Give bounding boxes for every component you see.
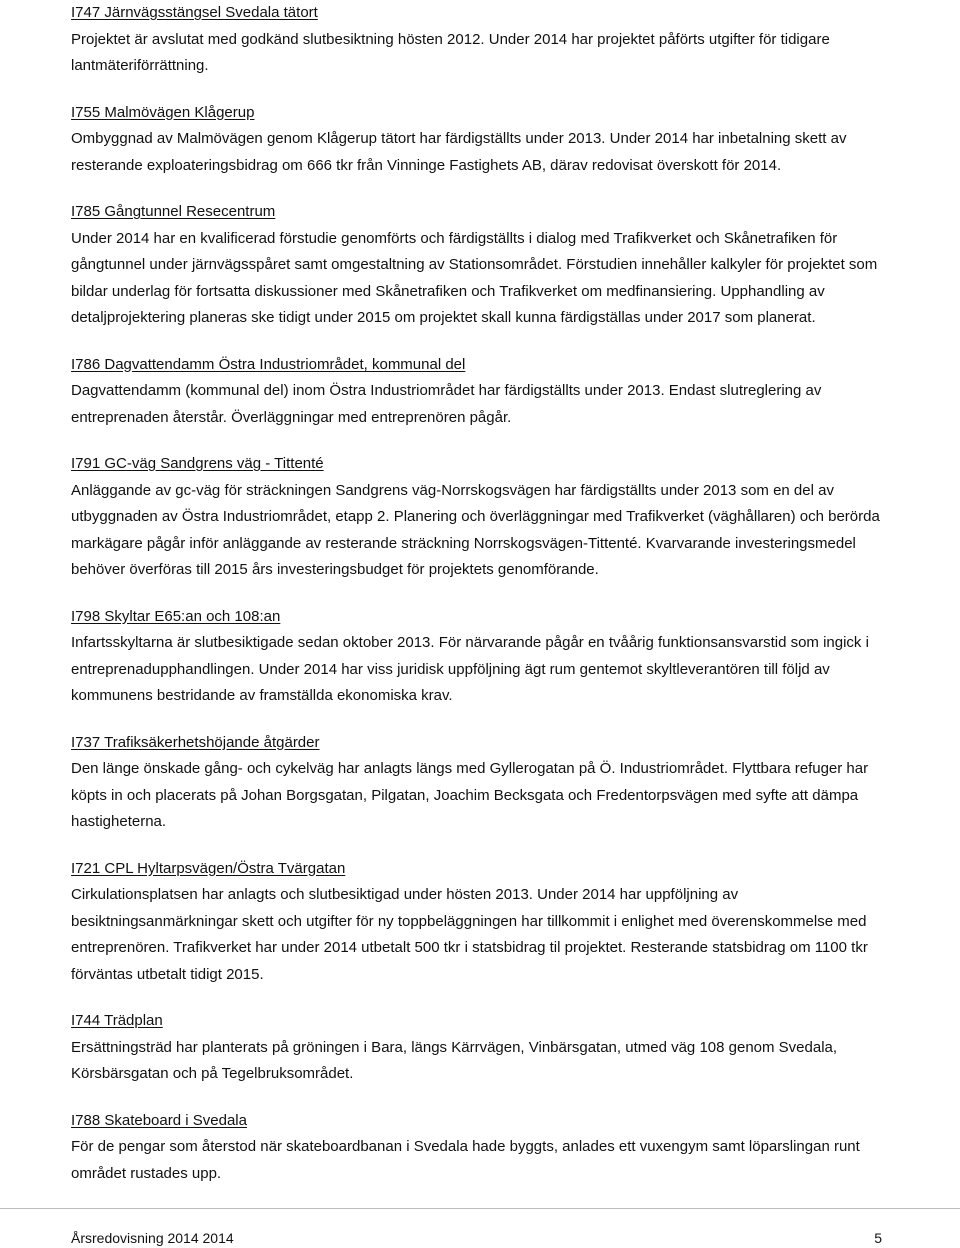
section-heading: I786 Dagvattendamm Östra Industriområdet, kommunal del	[71, 355, 466, 373]
section-body: Ombyggnad av Malmövägen genom Klågerup tätort har färdigställts under 2013. Under 2014 har inbetalning skett av resterande exploateringsbidrag om 666 tkr från Vinninge Fastighets AB, därav redovisat överskott för 2014.	[71, 130, 847, 174]
section-heading: I744 Trädplan	[71, 1012, 163, 1029]
section-heading: I747 Järnvägsstängsel Svedala tätort	[71, 4, 318, 21]
section-i788	[71, 1108, 901, 1188]
section-i791	[71, 451, 901, 584]
section-heading: I788 Skateboard i Svedala	[71, 1111, 247, 1129]
section-i755	[71, 100, 901, 180]
section-heading: I785 Gångtunnel Resecentrum	[71, 203, 276, 220]
section-heading: I737 Trafiksäkerhetshöjande åtgärder	[71, 733, 320, 751]
section-i737	[71, 730, 901, 836]
section-body: Dagvattendamm (kommunal del) inom Östra Industriområdet har färdigställts under 2013. Endast slutreglering av entreprenaden återstår. Överläggningar med entreprenören pågår.	[71, 382, 822, 426]
section-body: Den länge önskade gång- och cykelväg har anlagts längs med Gyllerogatan på Ö. Industriområdet. Flyttbara refuger har köpts in och placerats på Johan Borgsgatan, Pilgatan, Joachim Becksgata och Fredentorpsvägen med syfte att dämpa hastigheterna.	[71, 760, 869, 830]
section-i721	[71, 856, 901, 989]
footer-divider	[0, 1208, 960, 1209]
section-body: För de pengar som återstod när skateboardbanan i Svedala hade byggts, anlades ett vuxengym samt löparslingan runt området rustades upp.	[71, 1138, 860, 1182]
section-i785	[71, 199, 901, 332]
section-i744	[71, 1008, 901, 1088]
section-body: Cirkulationsplatsen har anlagts och slutbesiktigad under hösten 2013. Under 2014 har uppföljning av besiktningsanmärkningar skett och utgifter för ny toppbeläggningen har tillkommit i enlighet med överenskommelse med entreprenören. Trafikverket har under 2014 utbetalt 500 tkr i statsbidrag til projektet. Resterande statsbidrag om 1100 tkr förväntas utbetalt tidigt 2015.	[71, 886, 868, 983]
section-heading: I721 CPL Hyltarpsvägen/Östra Tvärgatan	[71, 859, 346, 877]
section-body: Ersättningsträd har planterats på gröningen i Bara, längs Kärrvägen, Vinbärsgatan, utmed väg 108 genom Svedala, Körsbärsgatan och på Tegelbruksområdet.	[71, 1038, 838, 1082]
page-number: 5	[874, 1230, 882, 1246]
section-heading: I755 Malmövägen Klågerup	[71, 103, 255, 121]
section-body: Under 2014 har en kvalificerad förstudie genomförts och färdigställts i dialog med Trafikverket och Skånetrafiken för gångtunnel under järnvägsspåret samt omgestaltning av Stationsområdet. Förstudien innehåller kalkyler för projektet som bildar underlag för fortsatta diskussioner med Skånetrafiken och Trafikverket om medfinansiering. Upphandling av detaljprojektering planeras ske tidigt under 2015 om projektet skall kunna färdigställas under 2017 som planerat.	[71, 229, 878, 326]
section-i798	[71, 604, 901, 710]
section-i747	[71, 0, 901, 80]
document-page	[71, 0, 901, 1187]
section-heading: I791 GC-väg Sandgrens väg - Tittenté	[71, 455, 324, 472]
section-body: Anläggande av gc-väg för sträckningen Sandgrens väg-Norrskogsvägen har färdigställts under 2013 som en del av utbyggnaden av Östra Industriområdet, etapp 2. Planering och överläggningar med Trafikverket (väghållaren) och berörda markägare pågår inför anläggande av resterande sträckning Norrskogsvägen-Tittenté. Kvarvarande investeringsmedel behöver överföras till 2015 års investeringsbudget för projektets genomförande.	[71, 481, 880, 578]
section-body: Projektet är avslutat med godkänd slutbesiktning hösten 2012. Under 2014 har projektet påförts utgifter för tidigare lantmäteriförrättning.	[71, 30, 830, 74]
section-heading: I798 Skyltar E65:an och 108:an	[71, 607, 281, 625]
footer-title: Årsredovisning 2014 2014	[71, 1230, 234, 1246]
section-body: Infartsskyltarna är slutbesiktigade sedan oktober 2013. För närvarande pågår en tvåårig funktionsansvarstid som ingick i entreprenadupphandlingen. Under 2014 har viss juridisk uppföljning ägt rum gentemot skyltleverantören till följd av kommunens bestridande av framställda ekonomiska krav.	[71, 634, 869, 704]
section-i786	[71, 352, 901, 432]
